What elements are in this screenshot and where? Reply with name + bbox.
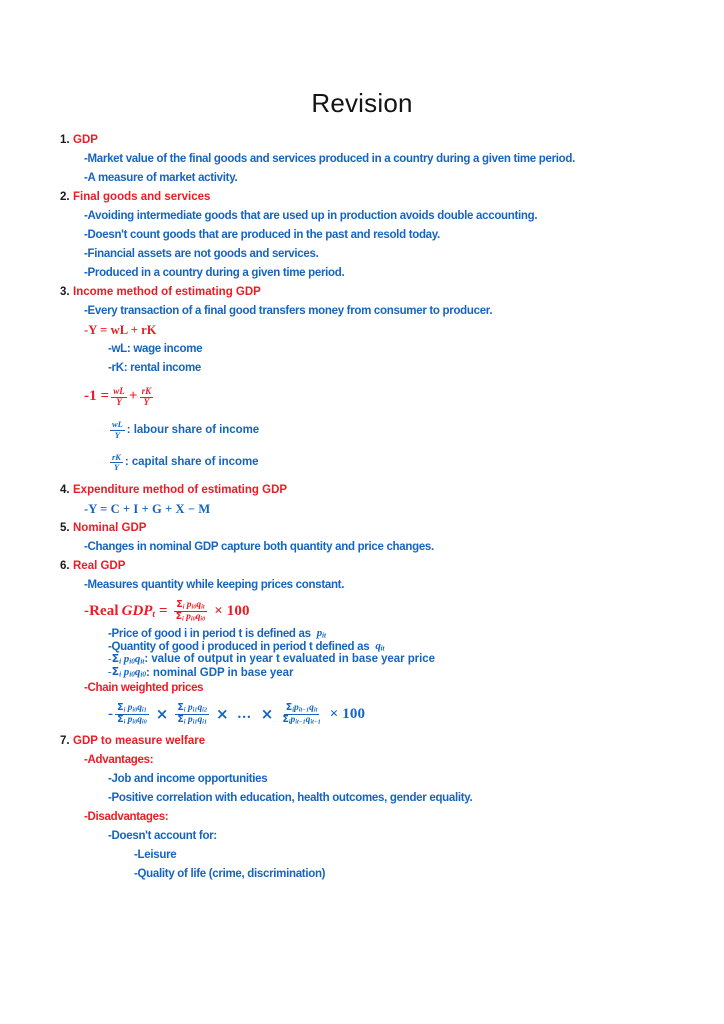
definition-quantity [56, 641, 668, 653]
equation-tail: × 100 [214, 602, 250, 619]
note-text: : value of output in year t evaluated in base year price [144, 653, 435, 666]
section-gdp-welfare [56, 732, 668, 884]
fraction-rk-over-y-small [110, 453, 123, 472]
note-labour-share [56, 420, 668, 439]
fraction-real-gdp [174, 600, 208, 623]
fraction-denominator: $\Sigma_i$ $p_{i1}q_{i1}$ [177, 714, 208, 726]
equation-chain-weighted: - $\frac{\Sigma_i p_{i0}q_{i1}}{\Sigma_i p_{i0}q_{i0}}$ × $\frac{\Sigma_i p_{i1}q_{i2}}{\Sigma_i p_{i1}q_{i1}}$ × ... × $\frac{\Sigma_ip_{it-1}q_{it}}{\Sigma_ip_{it-1}q_{it-1}}$ × 100 [108, 702, 366, 726]
fraction-rk-over-y [140, 387, 154, 407]
section-heading: GDP [73, 134, 98, 146]
chain-operator-1: × [155, 705, 169, 724]
revision-outline [56, 131, 668, 884]
sub-bullet: -wL: wage income [108, 343, 203, 355]
sub-bullet: -rK: rental income [108, 362, 202, 374]
bullet: -Market value of the final goods and services produced in a country during a given time period. [84, 153, 576, 165]
fraction-chain-2 [175, 703, 209, 726]
advantages-label: -Advantages: [84, 753, 154, 766]
fraction-denominator: $\Sigma_i$ $p_{i0}q_{i0}$ [117, 714, 147, 726]
fraction-denominator: Y [114, 429, 120, 440]
definition-text: -Price of good i in period t is defined as [108, 628, 311, 641]
sum-expression-denominator: $-\Sigma_i$ $p_{i0}q_{i0}$ [108, 665, 146, 679]
section-number: 3. [60, 286, 70, 298]
fraction-chain-1 [115, 703, 149, 726]
advantage-item: -Job and income opportunities [108, 772, 268, 785]
section-number: 6. [60, 560, 70, 573]
section-heading-row [56, 519, 668, 538]
section-number: 1. [60, 134, 70, 146]
section-real-gdp [56, 557, 668, 731]
section-heading: Nominal GDP [73, 522, 147, 535]
section-final-goods [56, 188, 668, 283]
definition-price [56, 628, 668, 640]
chain-operator-2: × [216, 705, 229, 724]
fraction-numerator: $\Sigma_i$ $p_{i0}q_{it}$ [176, 599, 205, 611]
equation-lead: -1 = [84, 388, 110, 405]
section-heading: Real GDP [73, 560, 126, 573]
equation-income-shares [56, 387, 668, 407]
note-text: : labour share of income [126, 424, 260, 437]
section-heading-row [56, 188, 668, 207]
section-nominal-gdp [56, 519, 668, 557]
note-capital-share [56, 453, 668, 472]
section-heading-row [56, 283, 668, 302]
equation-symbol: GDP [121, 602, 153, 619]
definition-symbol-pit: $p_{it}$ [316, 627, 326, 640]
definition-symbol-qit: $q_{it}$ [375, 639, 385, 653]
section-number: 7. [60, 734, 70, 747]
equation-expenditure: -Y = C + I + G + X − M [84, 502, 211, 517]
chain-ellipsis: ... [237, 706, 252, 723]
fraction-numerator: $\Sigma_i$ $p_{i1}q_{i2}$ [177, 702, 208, 714]
section-heading-row [56, 131, 668, 150]
page-title: Revision [311, 88, 413, 118]
equation-lead: -Real [84, 602, 119, 619]
bullet: -A measure of market activity. [84, 172, 238, 184]
section-number: 5. [60, 522, 70, 535]
fraction-denominator: Y [116, 396, 122, 407]
fraction-denominator: $\Sigma_i$ $p_{i0}q_{i0}$ [175, 611, 206, 623]
note-text: : nominal GDP in base year [146, 666, 294, 679]
bullet: -Measures quantity while keeping prices constant. [84, 579, 345, 592]
chain-tail: × 100 [329, 706, 366, 723]
fraction-wl-over-y-small [110, 420, 125, 439]
section-heading: GDP to measure welfare [73, 734, 206, 747]
definition-text: -Quantity of good i produced in period t defined as [108, 640, 370, 653]
disadvantage-item: -Quality of life (crime, discrimination) [134, 867, 326, 880]
fraction-wl-over-y [111, 387, 127, 407]
bullet: -Avoiding intermediate goods that are used up in production avoids double accounting. [84, 210, 538, 222]
disadvantages-label: -Disadvantages: [84, 810, 169, 823]
fraction-denominator: Y [143, 396, 150, 407]
fraction-numerator: wL [112, 419, 123, 430]
note-output-value [56, 653, 668, 666]
fraction-chain-last [280, 703, 322, 726]
section-number: 2. [60, 191, 70, 203]
fraction-numerator: rK [141, 386, 152, 396]
bullet: -Financial assets are not goods and services. [84, 248, 319, 260]
bullet: -Every transaction of a final good transfers money from consumer to producer. [84, 305, 493, 317]
section-number: 4. [60, 484, 70, 497]
fraction-numerator: $\Sigma_ip_{it-1}q_{it}$ [285, 702, 318, 714]
fraction-denominator: $\Sigma_ip_{it-1}q_{it-1}$ [282, 714, 321, 726]
sum-expression-numerator: $-\Sigma_i$ $p_{i0}q_{it}$ [108, 651, 145, 666]
equation-real-gdp [56, 600, 668, 623]
disadvantage-item: -Leisure [134, 848, 177, 861]
fraction-denominator: Y [113, 461, 120, 472]
section-heading: Expenditure method of estimating GDP [73, 484, 288, 497]
section-heading: Income method of estimating GDP [73, 286, 261, 298]
section-heading: Final goods and services [73, 191, 211, 203]
section-heading-row [56, 557, 668, 576]
section-expenditure-method [56, 481, 668, 519]
disadvantages-intro: -Doesn't account for: [108, 829, 217, 842]
section-gdp [56, 131, 668, 188]
note-nominal-base [56, 666, 668, 679]
bullet: -Changes in nominal GDP capture both quantity and price changes. [84, 541, 434, 554]
fraction-numerator: wL [113, 386, 125, 396]
fraction-numerator: rK [112, 451, 121, 462]
bullet: -Doesn't count goods that are produced in the past and resold today. [84, 229, 440, 241]
fraction-numerator: $\Sigma_i$ $p_{i0}q_{i1}$ [117, 702, 147, 714]
equation-equals: = [158, 602, 168, 619]
chain-operator-3: × [260, 705, 274, 724]
equation-income: -Y = wL + rK [84, 323, 157, 337]
section-income-method [56, 283, 668, 481]
equation-symbol-subscript: t [152, 610, 155, 621]
section-heading-row [56, 481, 668, 500]
bullet: -Produced in a country during a given time period. [84, 267, 345, 279]
advantage-item: -Positive correlation with education, health outcomes, gender equality. [108, 791, 473, 804]
section-heading-row [56, 732, 668, 751]
note-text: : capital share of income [124, 456, 259, 469]
chain-weighted-heading: -Chain weighted prices [84, 682, 204, 695]
equation-operator: + [128, 388, 138, 405]
